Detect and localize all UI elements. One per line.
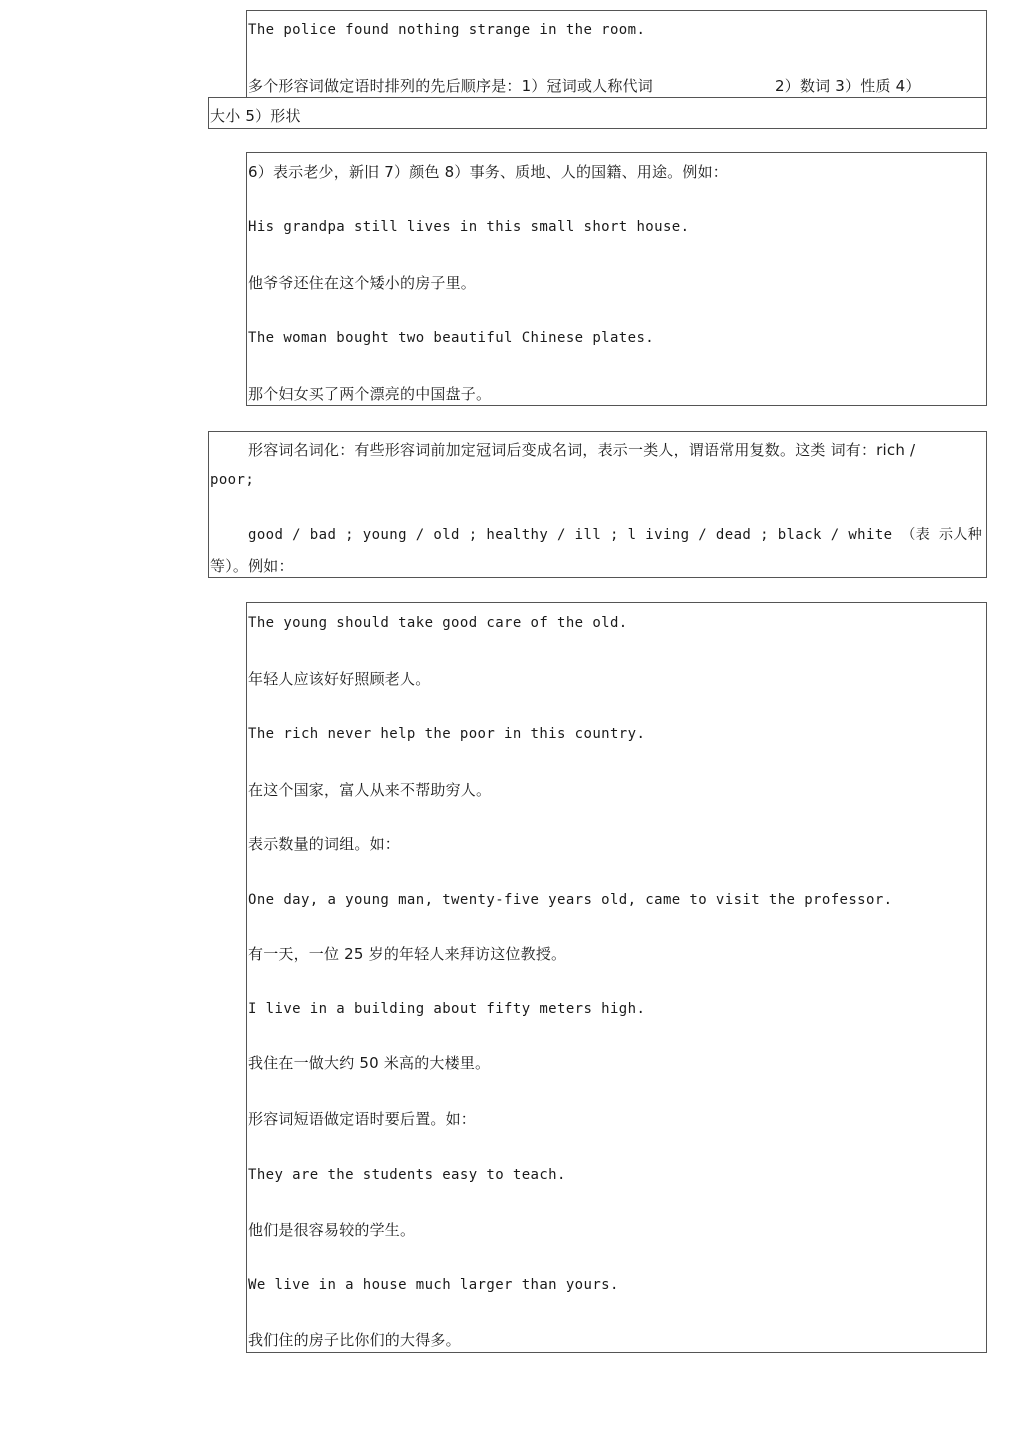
translation-young: 年轻人应该好好照顾老人。	[248, 670, 431, 688]
example-house: We live in a house much larger than yours.	[248, 1277, 619, 1293]
nominalization-rule: 形容词名词化：有些形容词前加定冠词后变成名词，表示一类人，谓语常用复数。这类 词有：rich /	[248, 441, 916, 459]
example-students: They are the students easy to teach.	[248, 1167, 566, 1183]
text-block-4	[246, 602, 987, 1353]
adjective-order-rule-rest: 6）表示老少，新旧 7）颜色 8）事务、质地、人的国籍、用途。例如：	[248, 163, 728, 181]
translation-students: 他们是很容易较的学生。	[248, 1221, 416, 1239]
example-woman: The woman bought two beautiful Chinese plates.	[248, 330, 655, 346]
text-block-1-continuation	[208, 97, 987, 129]
translation-rich: 在这个国家，富人从来不帮助穷人。	[248, 781, 492, 799]
example-building: I live in a building about fifty meters high.	[248, 1001, 646, 1017]
example-grandpa: His grandpa still lives in this small short house.	[248, 219, 690, 235]
translation-building: 我住在一做大约 50 米高的大楼里。	[248, 1054, 491, 1072]
example-young: The young should take good care of the old.	[248, 615, 628, 631]
example-one-day: One day, a young man, twenty-five years old, came to visit the professor.	[248, 892, 893, 908]
translation-grandpa: 他爷爷还住在这个矮小的房子里。	[248, 274, 477, 292]
translation-house: 我们住的房子比你们的大得多。	[248, 1331, 461, 1349]
nominalization-example-intro: 等）。例如：	[210, 557, 294, 575]
translation-one-day: 有一天，一位 25 岁的年轻人来拜访这位教授。	[248, 945, 567, 963]
sentence-police: The police found nothing strange in the room.	[248, 22, 646, 38]
quantity-phrase-rule: 表示数量的词组。如：	[248, 835, 401, 853]
adjective-order-rule-size: 大小 5）形状	[210, 107, 301, 125]
example-rich: The rich never help the poor in this country.	[248, 726, 646, 742]
adjective-order-rule-cont: 2）数词 3）性质 4）	[775, 77, 921, 95]
postposition-rule: 形容词短语做定语时要后置。如：	[248, 1110, 477, 1128]
adjective-order-rule: 多个形容词做定语时排列的先后顺序是：1）冠词或人称代词	[248, 77, 653, 95]
nominalization-pairs: good / bad ; young / old ; healthy / ill ; l iving / dead ; black / white （表 示人种	[248, 527, 983, 543]
nominalization-rule-poor: poor;	[210, 472, 255, 488]
translation-woman: 那个妇女买了两个漂亮的中国盘子。	[248, 385, 492, 403]
